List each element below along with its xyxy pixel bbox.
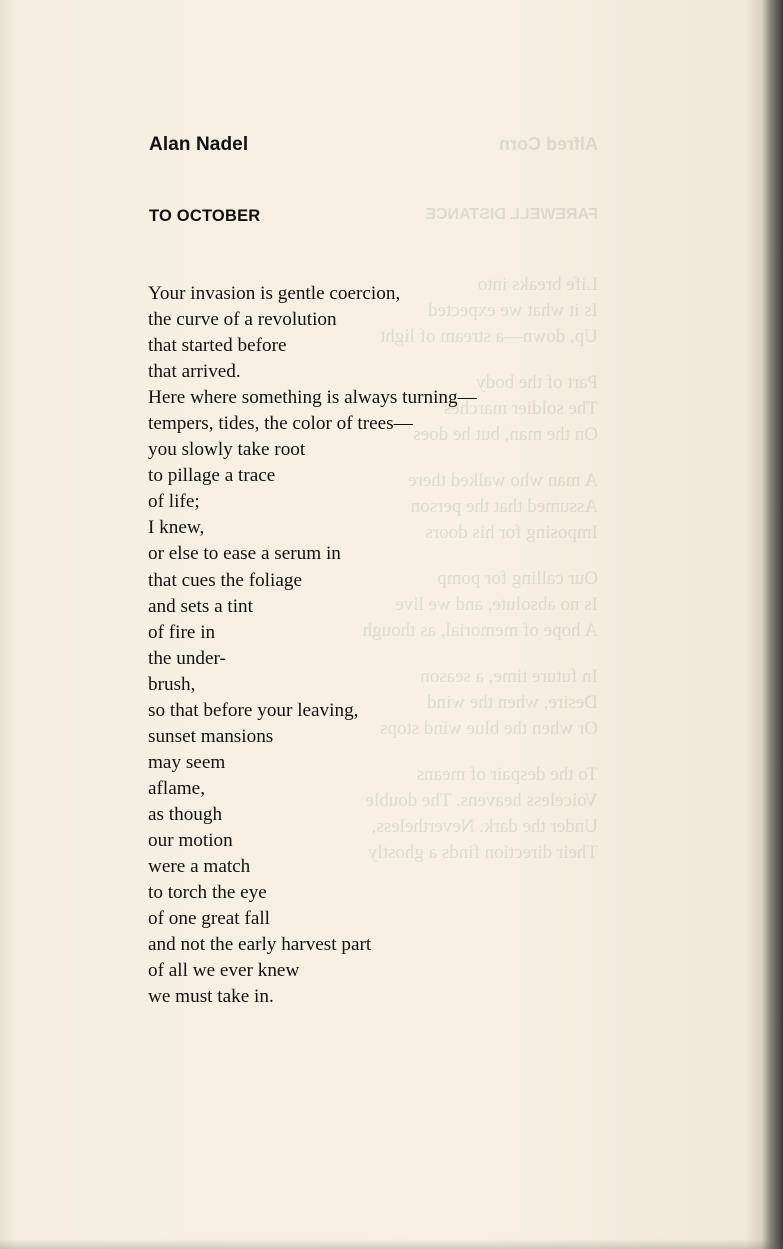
reverse-page-line: Voiceless heavens. The double [365,790,598,811]
poem-line: you slowly take root [148,439,306,461]
reverse-page-line: Under the dark. Nevertheless, [371,816,598,837]
page-bottom-edge [0,1239,783,1249]
poem-line: may seem [148,751,226,773]
poem-line: or else to ease a serum in [148,543,341,565]
poem-line: so that before your leaving, [148,699,359,721]
reverse-page-line: Our calling for pomp [437,568,598,589]
reverse-page-line: On the man, but he does [413,424,598,445]
poem-author: Alan Nadel [149,134,249,155]
poem-line: were a match [148,856,251,878]
reverse-page-title: FAREWELL DISTANCE [425,206,598,223]
poem-line: aflame, [148,777,205,799]
reverse-page-line: The soldier marches [443,398,598,419]
poem-line: that cues the foliage [148,569,302,591]
poem-line: the curve of a revolution [148,309,337,331]
poem-line: and sets a tint [148,595,253,617]
poem-line: Here where something is always turning— [148,387,477,409]
reverse-page-line: Assumed that the person [410,496,598,517]
reverse-page-line: A hope of memorial, as though [362,620,598,641]
poem-title: TO OCTOBER [149,207,261,225]
poem-line: we must take in. [148,986,274,1008]
reverse-page-author: Alfred Corn [499,134,598,154]
poem-line: sunset mansions [148,725,274,747]
reverse-page-line: Life breaks into [477,274,598,295]
reverse-page-line: A man who walked there [408,470,598,491]
reverse-page-line: To the despair of means [416,764,598,785]
poem-line: brush, [148,673,196,695]
poem-line: that arrived. [148,361,241,383]
reverse-page-line: Or when the blue wind stops [380,718,598,739]
reverse-page-line: Up, down—a stream of light [380,326,598,347]
reverse-page-line: Is no absolute, and we live [395,594,598,615]
poem-line: the under- [148,647,226,669]
poem-line: I knew, [148,517,205,539]
reverse-page-line: Imposing for his doors [425,522,598,543]
poem-line: tempers, tides, the color of trees— [148,413,413,435]
poem-line: as though [148,803,223,825]
poem-line: that started before [148,335,287,357]
reverse-page-line: Desire, when the wind [427,692,598,713]
poem-line: Your invasion is gentle coercion, [148,283,401,304]
reverse-page-line: Their direction finds a ghostly [367,842,598,863]
reverse-page-line: Part of the body [476,372,598,393]
reverse-page-line: In future time, a season [420,666,598,687]
poem-line: of life; [148,491,200,513]
reverse-page-line: Is it what we expected [428,300,598,321]
poem-line: and not the early harvest part [148,934,372,956]
poem-line: of fire in [148,621,216,643]
poem-line: to torch the eye [148,882,267,904]
poem-line: to pillage a trace [148,465,276,487]
poem-line: our motion [148,829,233,851]
poem-line: of one great fall [148,908,270,930]
poem-body [148,281,477,1010]
poem-line: of all we ever knew [148,960,300,982]
